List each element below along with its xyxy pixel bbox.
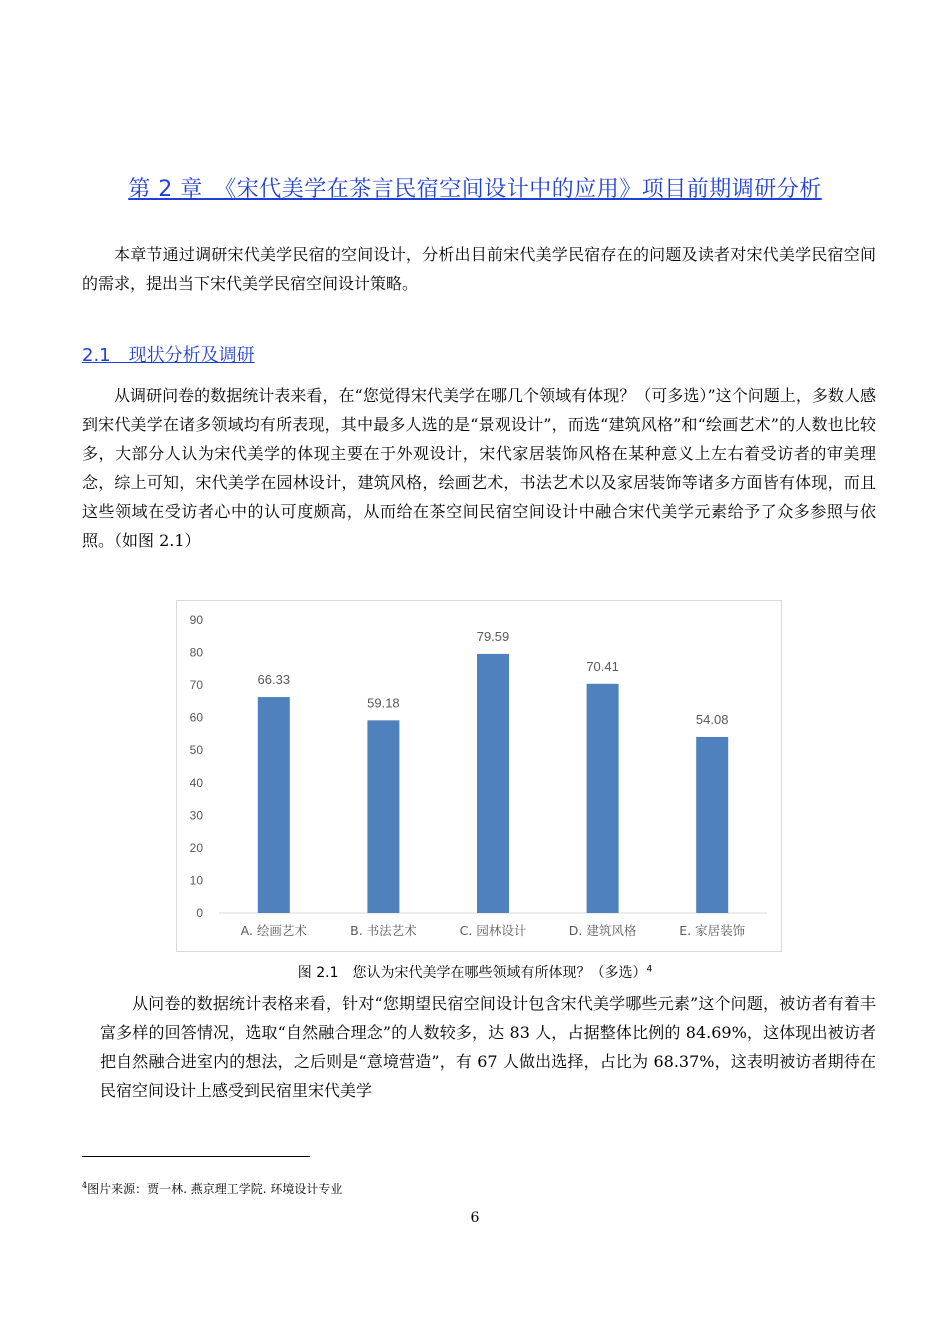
bar-data-label: 70.41 bbox=[586, 658, 619, 674]
bar-data-label: 66.33 bbox=[257, 672, 291, 688]
body-paragraph-2: 从问卷的数据统计表格来看，针对“您期望民宿空间设计包含宋代美学哪些元素”这个问题，被访者有着丰富多样的回答情况，选取“自然融合理念”的人数较多，达 83 人，占据整体比例的 84.69%，这体现出被访者把自然融合进室内的想法，之后则是“意境营造”，有 67 人做出选择，占比为 68.37%，这表明被访者期待在民宿空间设计上感受到民宿里宋代美学 bbox=[100, 994, 876, 1100]
x-category-label: E. 家居装饰 bbox=[679, 923, 746, 938]
footnote-text: 图片来源：贾一林. 燕京理工学院. 环境设计专业 bbox=[87, 1182, 343, 1196]
page-number: 6 bbox=[470, 1210, 480, 1226]
bar bbox=[258, 697, 290, 913]
footnote bbox=[82, 1180, 342, 1197]
y-tick-label: 90 bbox=[189, 613, 203, 627]
figure-caption-text: 图 2.1 您认为宋代美学在哪些领域有所体现？（多选） bbox=[297, 965, 647, 981]
y-tick-label: 30 bbox=[189, 808, 203, 823]
footnote-divider bbox=[82, 1156, 310, 1157]
chapter-title: 第 2 章 《宋代美学在茶言民宿空间设计中的应用》项目前期调研分析 bbox=[128, 177, 822, 202]
intro-paragraph: 本章节通过调研宋代美学民宿的空间设计，分析出目前宋代美学民宿存在的问题及读者对宋代美学民宿空间的需求，提出当下宋代美学民宿空间设计策略。 bbox=[82, 245, 876, 293]
x-category-label: C. 园林设计 bbox=[459, 923, 527, 938]
x-category-label: B. 书法艺术 bbox=[350, 923, 417, 938]
body-paragraph-1: 从调研问卷的数据统计表来看，在“您觉得宋代美学在哪几个领域有体现？（可多选）”这个问题上，多数人感到宋代美学在诸多领域均有所表现，其中最多人选的是“景观设计”，而选“建筑风格”和“绘画艺术”的人数也比较多，大部分人认为宋代美学的体现主要在于外观设计，宋代家居装饰风格在某种意义上左右着受访者的审美理念，综上可知，宋代美学在园林设计，建筑风格，绘画艺术，书法艺术以及家居装饰等诸多方面皆有体现，而且这些领域在受访者心中的认可度颇高，从而给在茶空间民宿空间设计中融合宋代美学元素给予了众多参照与依照。（如图 2.1） bbox=[82, 386, 876, 550]
y-tick-label: 40 bbox=[189, 775, 203, 790]
y-tick-label: 50 bbox=[189, 743, 203, 758]
bar bbox=[367, 720, 399, 913]
x-category-label: A. 绘画艺术 bbox=[240, 923, 307, 938]
y-tick-label: 0 bbox=[196, 906, 203, 920]
section-title: 2.1 现状分析及调研 bbox=[82, 345, 255, 366]
y-tick-label: 20 bbox=[189, 840, 203, 855]
x-category-label: D. 建筑风格 bbox=[568, 923, 637, 938]
y-tick-label: 70 bbox=[189, 678, 203, 693]
bar-chart bbox=[176, 600, 782, 952]
footnote-marker: 4 bbox=[82, 1181, 88, 1190]
bar-data-label: 54.08 bbox=[695, 711, 729, 727]
bar-data-label: 59.18 bbox=[367, 695, 400, 711]
bar-data-label: 79.59 bbox=[476, 628, 510, 644]
figure-caption bbox=[0, 962, 950, 982]
figure-caption-footnote-ref: 4 bbox=[646, 964, 653, 975]
y-tick-label: 80 bbox=[189, 645, 203, 660]
bar bbox=[477, 654, 509, 913]
bar bbox=[696, 737, 728, 913]
chart-svg bbox=[177, 601, 781, 951]
bar bbox=[587, 684, 619, 913]
y-tick-label: 10 bbox=[189, 873, 203, 888]
y-tick-label: 60 bbox=[189, 710, 203, 725]
